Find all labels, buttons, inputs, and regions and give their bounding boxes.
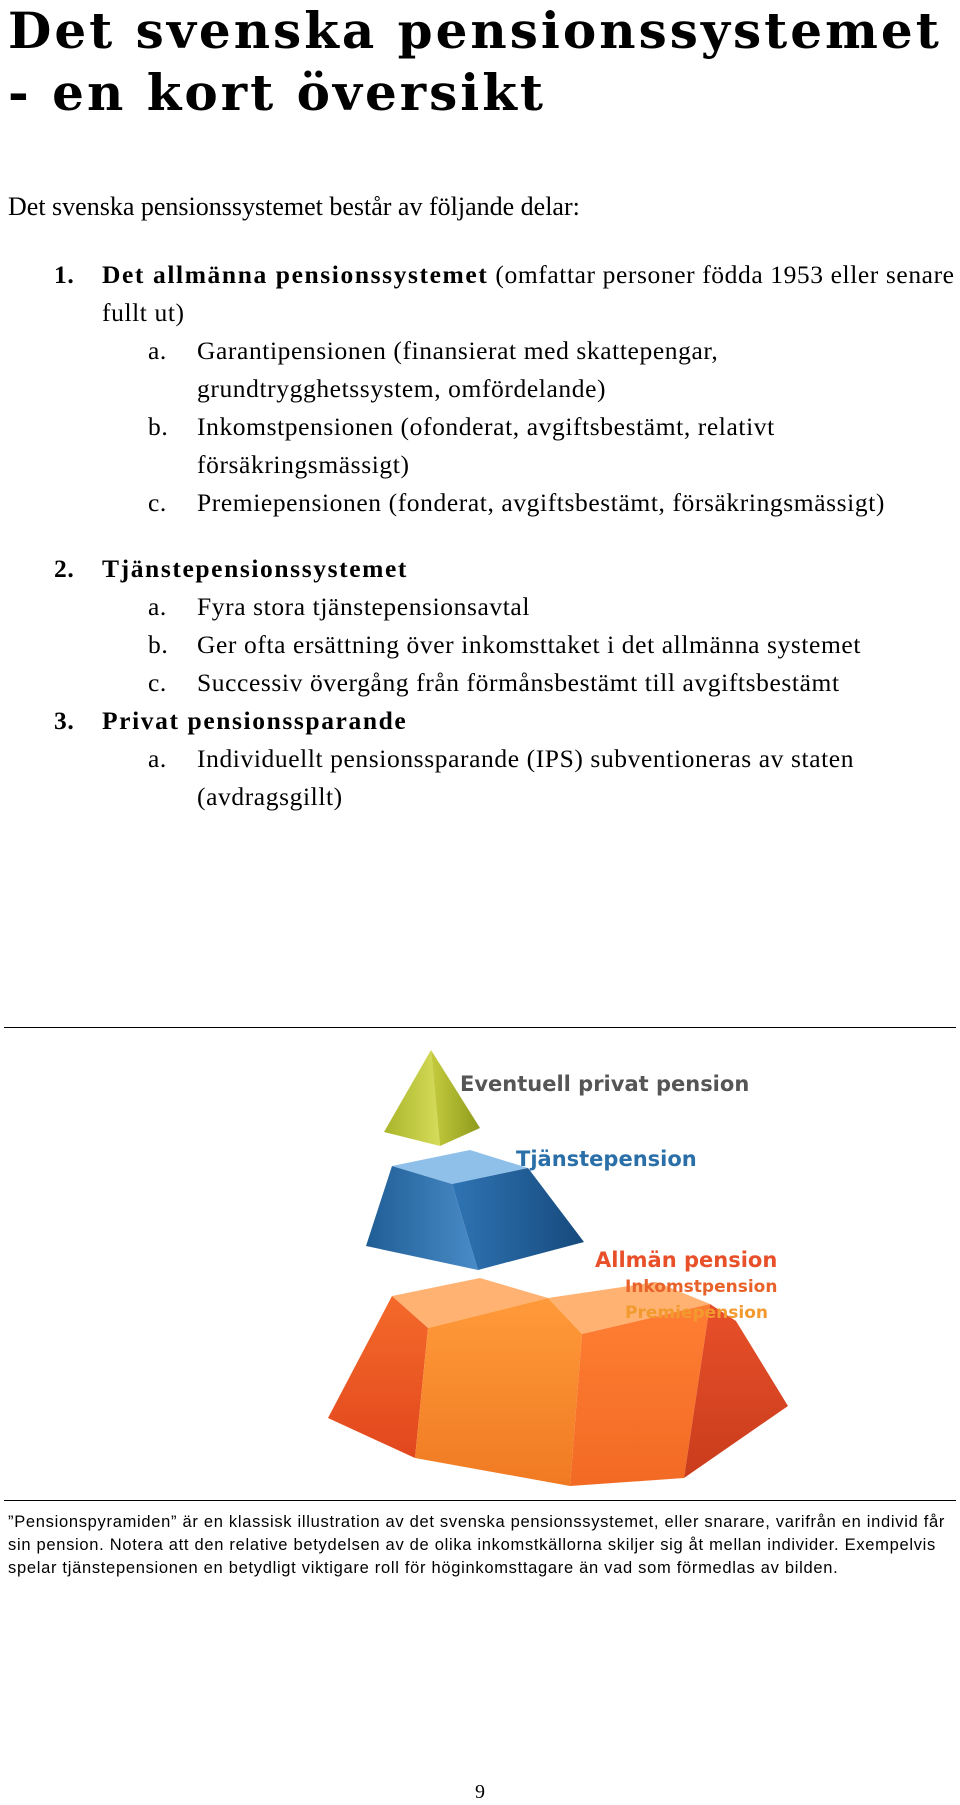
outline-item-3 [0,702,960,740]
outline-subitem-1c [0,484,960,522]
page-number: 9 [475,1781,485,1803]
subitem-letter: c. [148,668,167,697]
page-title: Det svenska pensionssystemet - en kort översikt [8,1,942,122]
item-number: 2. [54,554,75,583]
outline-subitem-3a [0,740,960,816]
label-premium-pension: Premiepension [625,1303,768,1323]
pension-pyramid [300,1038,860,1486]
outline-subitem-2b [0,626,960,664]
outline-subitem-2c [0,664,960,702]
intro-text: Det svenska pensionssystemet består av följande delar: [8,192,580,221]
item-heading-rest: (omfattar personer födda 1953 eller senare fullt ut) [102,260,955,327]
label-private-pension: Eventuell privat pension [460,1072,750,1096]
item-heading: Det allmänna pensionssystemet [102,260,489,289]
item-number: 3. [54,706,75,735]
label-public-pension: Allmän pension [595,1248,778,1272]
subitem-text: Garantipensionen (finansierat med skattepengar, grundtrygghetssystem, omfördelande) [197,336,719,403]
label-income-pension: Inkomstpension [625,1277,778,1297]
outline-item-1 [0,256,960,332]
subitem-letter: a. [148,336,167,365]
subitem-letter: b. [148,412,169,441]
item-number: 1. [54,260,75,289]
pyramid-tier-top [384,1050,480,1146]
outline-subitem-1a [0,332,960,408]
subitem-letter: a. [148,592,167,621]
subitem-text: Ger ofta ersättning över inkomsttaket i det allmänna systemet [197,630,862,659]
subitem-text: Inkomstpensionen (ofonderat, avgiftsbestämt, relativt försäkringsmässigt) [197,412,775,479]
subitem-text: Premiepensionen (fonderat, avgiftsbestämt, försäkringsmässigt) [197,488,885,517]
subitem-text: Fyra stora tjänstepensionsavtal [197,592,531,621]
pension-outline [0,256,960,816]
bottom-divider [4,1500,956,1501]
subitem-letter: a. [148,744,167,773]
outline-subitem-2a [0,588,960,626]
item-heading: Privat pensionssparande [102,706,408,735]
item-heading: Tjänstepensionssystemet [102,554,408,583]
subitem-letter: b. [148,630,169,659]
subitem-text: Individuellt pensionssparande (IPS) subventioneras av staten (avdragsgillt) [197,744,855,811]
label-occupational-pension: Tjänstepension [516,1147,697,1171]
subitem-letter: c. [148,488,167,517]
outline-subitem-1b [0,408,960,484]
figure-caption: ”Pensionspyramiden” är en klassisk illustration av det svenska pensionssystemet, eller snarare, varifrån en individ får sin pension. Notera att den relative betydelsen av de olika inkomstkällorna skiljer sig åt mellan individer. Exempelvis spelar tjänstepensionen en betydligt viktigare roll för höginkomsttagare än vad som förmedlas av bilden. [8,1513,946,1577]
subitem-text: Successiv övergång från förmånsbestämt till avgiftsbestämt [197,668,840,697]
top-divider [4,1027,956,1028]
outline-item-2 [0,550,960,588]
